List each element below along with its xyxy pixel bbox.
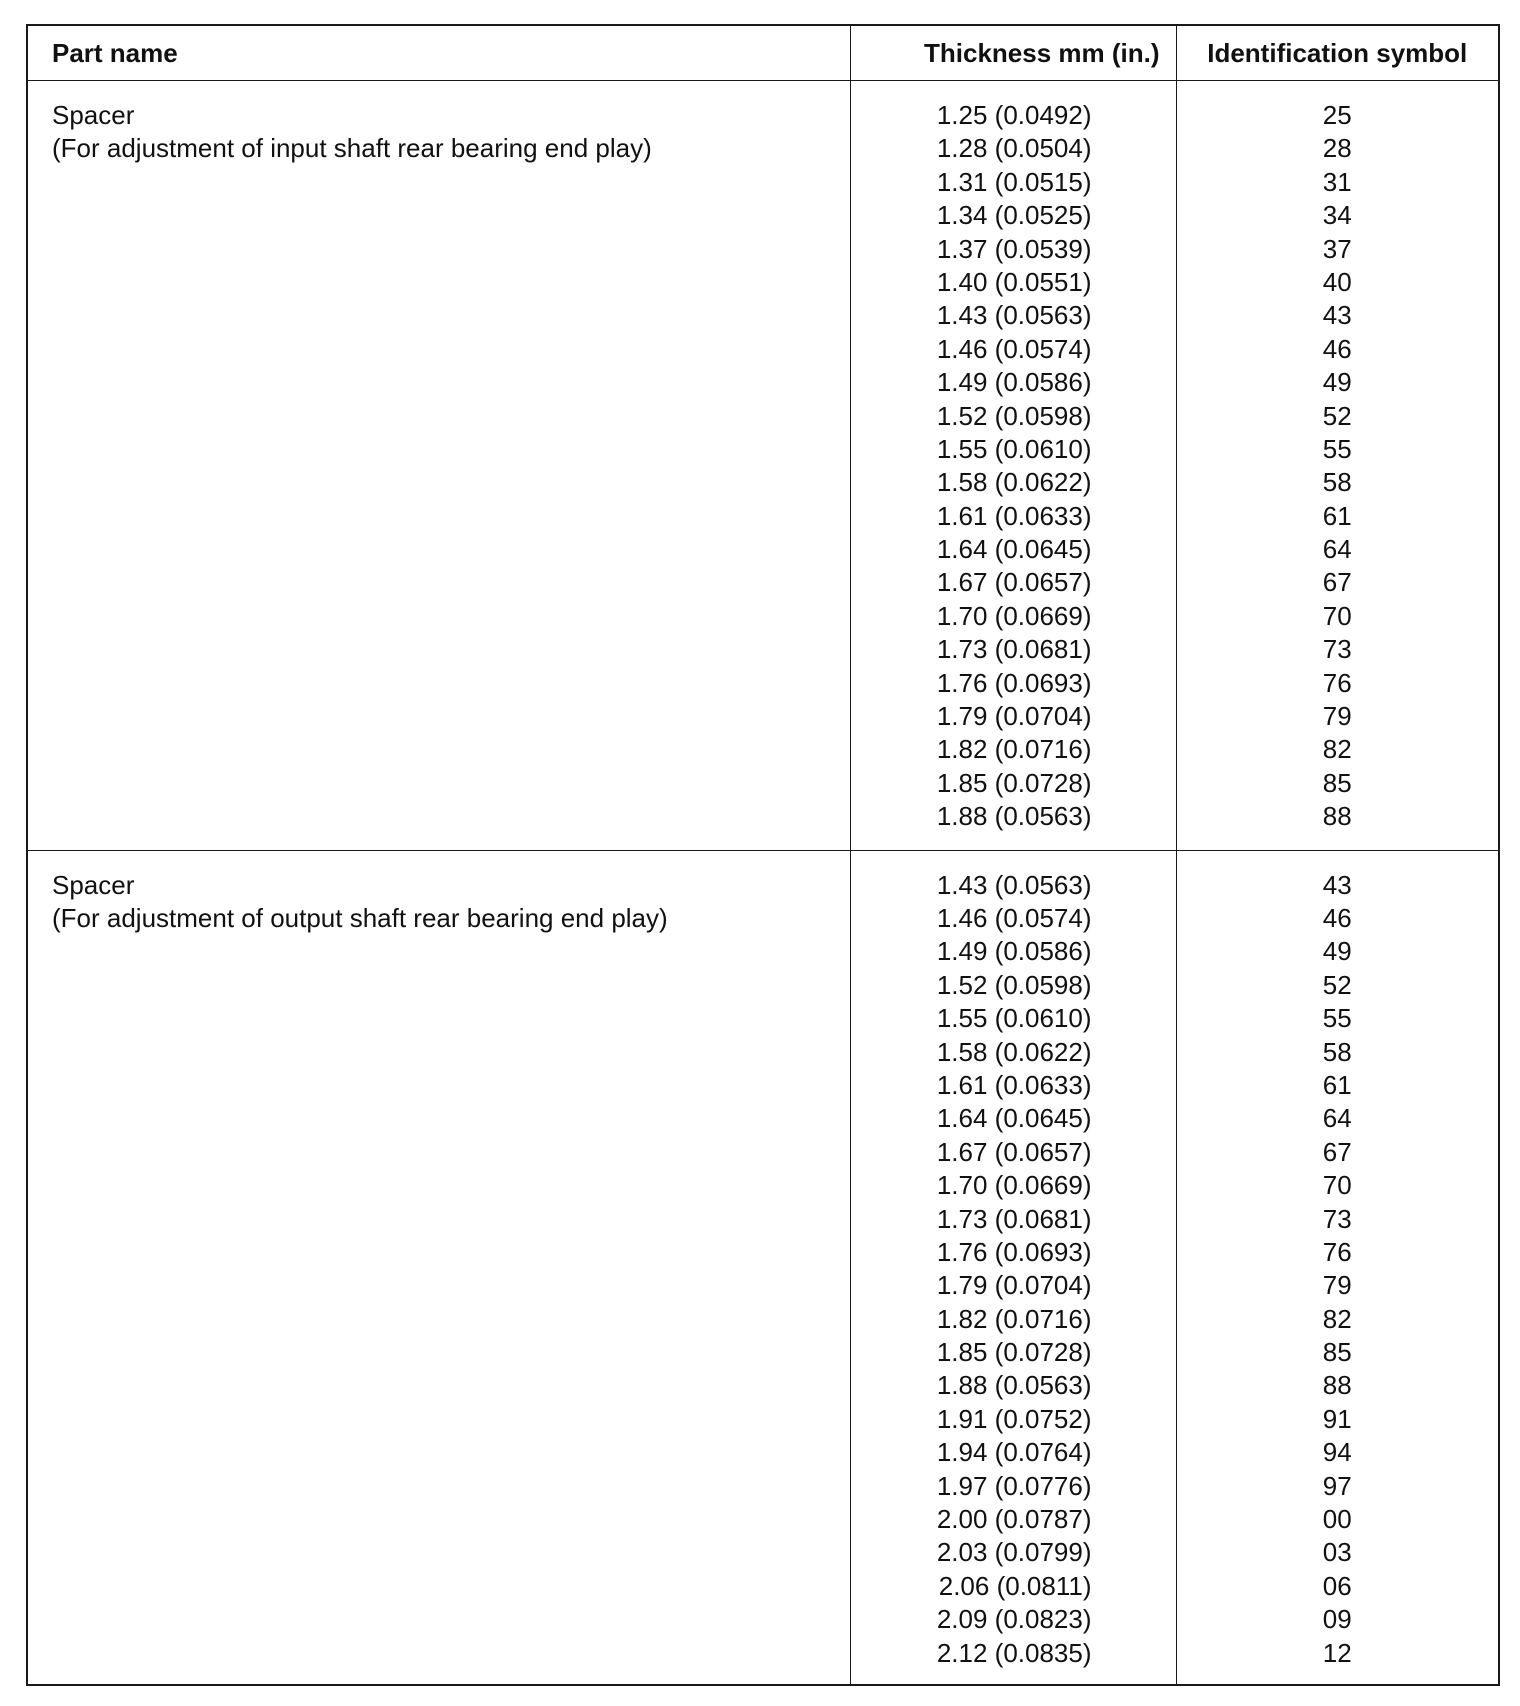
thickness-value: 1.73 (0.0681) bbox=[936, 634, 1092, 665]
part-name: Spacer bbox=[52, 869, 135, 900]
identification-symbol: 25 bbox=[1322, 100, 1352, 130]
thickness-value: 1.52 (0.0598) bbox=[936, 400, 1092, 431]
identification-symbol: 52 bbox=[1322, 969, 1352, 1000]
thickness-value: 1.82 (0.0716) bbox=[936, 1303, 1092, 1334]
part-purpose: (For adjustment of output shaft rear bearing end play) bbox=[52, 902, 668, 933]
identification-symbol: 85 bbox=[1322, 1337, 1352, 1368]
identification-list bbox=[1177, 851, 1499, 1684]
identification-symbol: 79 bbox=[1322, 1270, 1352, 1301]
input-shaft-spacer-row bbox=[27, 81, 1499, 851]
identification-list bbox=[1177, 81, 1499, 850]
thickness-value: 1.73 (0.0681) bbox=[936, 1203, 1092, 1234]
identification-symbol: 94 bbox=[1322, 1437, 1352, 1468]
thickness-value: 1.79 (0.0704) bbox=[936, 701, 1092, 732]
thickness-value: 1.64 (0.0645) bbox=[936, 534, 1092, 565]
identification-symbol: 61 bbox=[1322, 500, 1352, 531]
thickness-value: 1.55 (0.0610) bbox=[936, 1003, 1092, 1034]
thickness-value: 1.85 (0.0728) bbox=[936, 767, 1092, 798]
thickness-value: 1.34 (0.0525) bbox=[936, 200, 1092, 231]
identification-symbol: 46 bbox=[1322, 902, 1352, 933]
thickness-value: 1.55 (0.0610) bbox=[936, 433, 1092, 464]
thickness-value: 1.88 (0.0563) bbox=[936, 1370, 1092, 1401]
identification-symbol: 55 bbox=[1322, 1003, 1352, 1034]
thickness-value: 1.52 (0.0598) bbox=[936, 969, 1092, 1000]
identification-symbol: 97 bbox=[1322, 1470, 1352, 1501]
identification-symbol: 73 bbox=[1322, 1203, 1352, 1234]
thickness-value: 1.37 (0.0539) bbox=[936, 233, 1092, 264]
header-identification-symbol: Identification symbol bbox=[1176, 25, 1499, 81]
thickness-value: 1.82 (0.0716) bbox=[936, 734, 1092, 765]
thickness-value: 1.58 (0.0622) bbox=[936, 1036, 1092, 1067]
identification-symbol: 12 bbox=[1322, 1637, 1352, 1668]
identification-symbol: 64 bbox=[1322, 1103, 1352, 1134]
thickness-list bbox=[851, 81, 1176, 850]
identification-symbol: 46 bbox=[1322, 333, 1352, 364]
identification-symbol: 58 bbox=[1322, 467, 1352, 498]
thickness-value: 1.91 (0.0752) bbox=[936, 1403, 1092, 1434]
thickness-value: 2.09 (0.0823) bbox=[936, 1604, 1092, 1635]
identification-symbol: 70 bbox=[1322, 600, 1352, 631]
identification-symbol: 88 bbox=[1322, 1370, 1352, 1401]
identification-symbol: 67 bbox=[1322, 567, 1352, 598]
identification-symbol: 55 bbox=[1322, 433, 1352, 464]
identification-symbol: 34 bbox=[1322, 200, 1352, 231]
thickness-value: 1.85 (0.0728) bbox=[936, 1337, 1092, 1368]
thickness-value: 1.40 (0.0551) bbox=[936, 266, 1092, 297]
thickness-value: 1.70 (0.0669) bbox=[936, 1170, 1092, 1201]
thickness-value: 1.76 (0.0693) bbox=[936, 667, 1092, 698]
thickness-value: 1.25 (0.0492) bbox=[936, 100, 1092, 130]
identification-symbol: 64 bbox=[1322, 534, 1352, 565]
thickness-value: 1.61 (0.0633) bbox=[936, 500, 1092, 531]
identification-symbol: 43 bbox=[1322, 869, 1352, 900]
thickness-value: 1.58 (0.0622) bbox=[936, 467, 1092, 498]
thickness-value: 1.31 (0.0515) bbox=[936, 166, 1092, 197]
thickness-cell bbox=[850, 81, 1176, 851]
output-shaft-spacer-row bbox=[27, 850, 1499, 1685]
thickness-value: 1.49 (0.0586) bbox=[936, 936, 1092, 967]
thickness-value: 1.67 (0.0657) bbox=[936, 1136, 1092, 1167]
identification-symbol: 28 bbox=[1322, 133, 1352, 164]
header-part-name: Part name bbox=[27, 25, 850, 81]
identification-symbol: 49 bbox=[1322, 367, 1352, 398]
identification-symbol: 73 bbox=[1322, 634, 1352, 665]
thickness-value: 1.97 (0.0776) bbox=[936, 1470, 1092, 1501]
thickness-value: 1.49 (0.0586) bbox=[936, 367, 1092, 398]
part-name-cell bbox=[27, 850, 850, 1685]
thickness-value: 1.76 (0.0693) bbox=[936, 1236, 1092, 1267]
thickness-list bbox=[851, 851, 1176, 1684]
thickness-value: 1.88 (0.0563) bbox=[936, 801, 1092, 832]
identification-symbol: 31 bbox=[1322, 166, 1352, 197]
thickness-value: 1.43 (0.0563) bbox=[936, 300, 1092, 331]
identification-symbol: 43 bbox=[1322, 300, 1352, 331]
thickness-value: 2.00 (0.0787) bbox=[936, 1504, 1092, 1535]
thickness-value: 2.03 (0.0799) bbox=[936, 1537, 1092, 1568]
thickness-value: 1.67 (0.0657) bbox=[936, 567, 1092, 598]
thickness-value: 1.46 (0.0574) bbox=[936, 902, 1092, 933]
thickness-value: 1.79 (0.0704) bbox=[936, 1270, 1092, 1301]
thickness-value: 2.12 (0.0835) bbox=[936, 1637, 1092, 1668]
identification-symbol: 85 bbox=[1322, 767, 1352, 798]
identification-symbol: 03 bbox=[1322, 1537, 1352, 1568]
identification-symbol: 88 bbox=[1322, 801, 1352, 832]
identification-symbol: 06 bbox=[1322, 1570, 1352, 1601]
identification-symbol: 79 bbox=[1322, 701, 1352, 732]
part-purpose: (For adjustment of input shaft rear bearing end play) bbox=[52, 133, 652, 163]
identification-symbol: 70 bbox=[1322, 1170, 1352, 1201]
header-row bbox=[27, 25, 1499, 81]
identification-symbol: 37 bbox=[1322, 233, 1352, 264]
identification-symbol: 58 bbox=[1322, 1036, 1352, 1067]
identification-symbol: 52 bbox=[1322, 400, 1352, 431]
identification-symbol: 91 bbox=[1322, 1403, 1352, 1434]
spacer-spec-table bbox=[26, 24, 1500, 1686]
thickness-cell bbox=[850, 850, 1176, 1685]
identification-symbol: 09 bbox=[1322, 1604, 1352, 1635]
identification-symbol: 49 bbox=[1322, 936, 1352, 967]
part-name: Spacer bbox=[52, 100, 135, 130]
identification-symbol: 40 bbox=[1322, 266, 1352, 297]
identification-symbol: 76 bbox=[1322, 1236, 1352, 1267]
thickness-value: 2.06 (0.0811) bbox=[938, 1570, 1092, 1601]
identification-symbol: 82 bbox=[1322, 1303, 1352, 1334]
header-thickness: Thickness mm (in.) bbox=[850, 25, 1176, 81]
identification-symbol: 61 bbox=[1322, 1069, 1352, 1100]
thickness-value: 1.94 (0.0764) bbox=[936, 1437, 1092, 1468]
identification-symbol: 76 bbox=[1322, 667, 1352, 698]
identification-symbol: 82 bbox=[1322, 734, 1352, 765]
identification-symbol: 67 bbox=[1322, 1136, 1352, 1167]
identification-cell bbox=[1176, 81, 1499, 851]
thickness-value: 1.43 (0.0563) bbox=[936, 869, 1092, 900]
thickness-value: 1.46 (0.0574) bbox=[936, 333, 1092, 364]
part-name-cell bbox=[27, 81, 850, 851]
identification-symbol: 00 bbox=[1322, 1504, 1352, 1535]
thickness-value: 1.70 (0.0669) bbox=[936, 600, 1092, 631]
thickness-value: 1.64 (0.0645) bbox=[936, 1103, 1092, 1134]
identification-cell bbox=[1176, 850, 1499, 1685]
thickness-value: 1.61 (0.0633) bbox=[936, 1069, 1092, 1100]
thickness-value: 1.28 (0.0504) bbox=[936, 133, 1092, 164]
